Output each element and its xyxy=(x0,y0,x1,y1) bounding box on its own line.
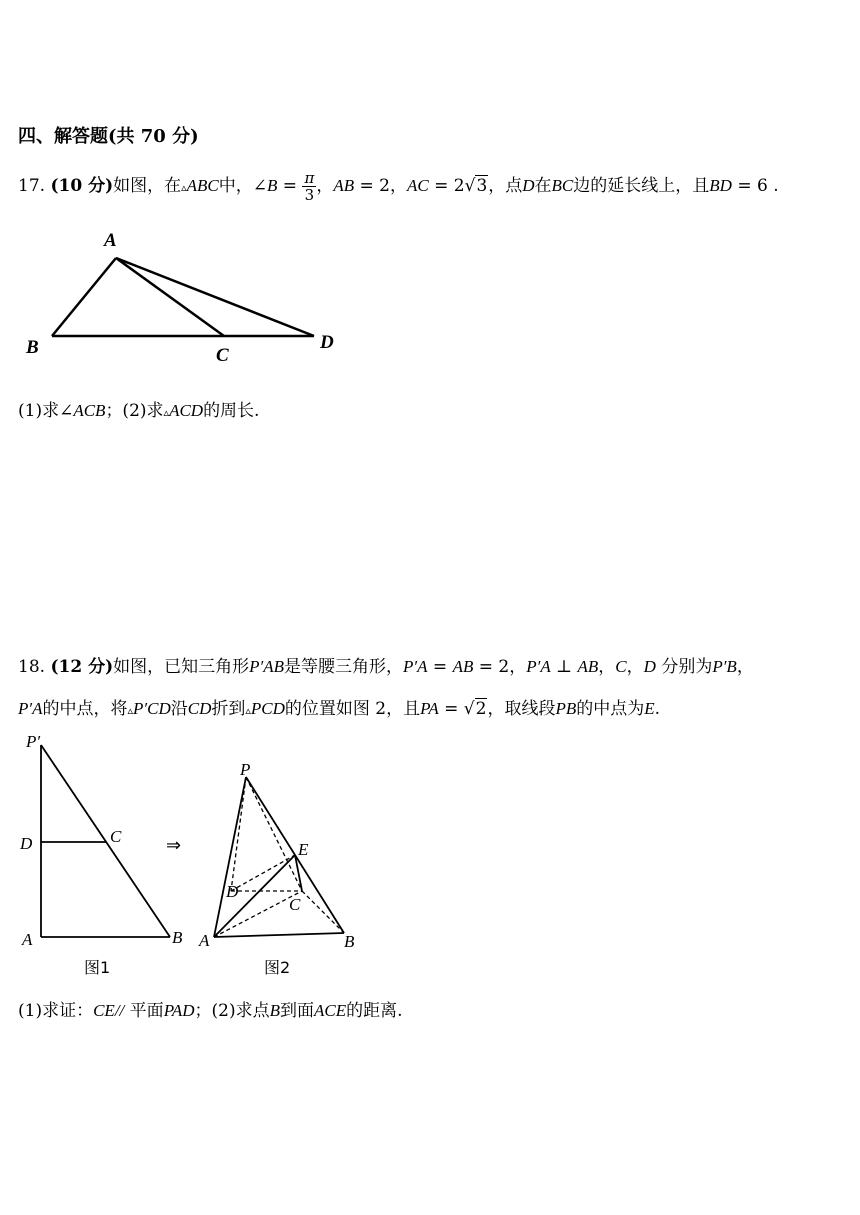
triangle-symbol: ▵ xyxy=(163,406,170,419)
fig1-label-p: P′ xyxy=(26,732,41,751)
arrow-icon: ⇒ xyxy=(166,835,182,855)
comma: ， xyxy=(598,657,616,677)
comma: ， xyxy=(626,657,644,677)
segment-pa: P′A xyxy=(403,657,428,676)
triangle-pab: P′AB xyxy=(249,657,284,676)
segment-pa-line xyxy=(214,777,246,937)
problem-18-line-2 xyxy=(18,694,660,719)
problem-17-points: (10 分) xyxy=(50,176,114,196)
problem-18-text: 分别为 xyxy=(655,657,713,677)
fraction-numerator: π xyxy=(304,169,315,187)
equals: = xyxy=(438,699,464,719)
triangle-pcd: PCD xyxy=(250,699,285,718)
problem-18-number: 18. xyxy=(18,657,46,677)
fraction-pi-over-3 xyxy=(302,170,316,203)
segment-ab: AB xyxy=(333,176,355,195)
equals-2: = 2 xyxy=(428,176,465,196)
parallel-symbol: // xyxy=(114,1001,125,1020)
problem-17-figure xyxy=(0,220,380,370)
plane-ace: ACE xyxy=(314,1001,347,1020)
label-a: A xyxy=(104,230,117,251)
triangle-acd: ACD xyxy=(169,401,204,420)
triangle-abc: ABC xyxy=(186,176,219,195)
triangle-pcd-prime: P′CD xyxy=(133,699,171,718)
triangle-symbol: ▵ xyxy=(181,181,187,194)
segment-bd: BD xyxy=(709,176,732,195)
segment-pd-line xyxy=(231,777,246,891)
question-1-text: 平面 xyxy=(124,1001,164,1021)
point-d: D xyxy=(643,657,656,676)
fig2-label-c: C xyxy=(289,895,301,914)
problem-17-text: 边的延长线上，且 xyxy=(573,176,710,196)
segment-pb: P′B xyxy=(712,657,737,676)
problem-18-text: ，取线段 xyxy=(487,699,556,719)
radicand: 2 xyxy=(475,699,487,719)
fraction-denominator: 3 xyxy=(304,186,315,204)
problem-17-questions xyxy=(18,396,259,421)
question-1: (1)求证： xyxy=(18,1001,94,1021)
perpendicular: ⊥ xyxy=(550,657,578,677)
segment-cb-line xyxy=(302,891,344,933)
segment-pc-line xyxy=(246,777,302,891)
angle-b: B xyxy=(267,176,278,195)
question-2: ；(2)求点 xyxy=(194,1001,270,1021)
plane-pad: PAD xyxy=(163,1001,195,1020)
triangle-symbol: ▵ xyxy=(127,704,134,717)
problem-17-text: 如图，在 xyxy=(113,176,182,196)
question-1: (1)求∠ xyxy=(18,401,74,421)
sqrt-3: √3 xyxy=(464,176,488,196)
period: . xyxy=(654,699,661,719)
segment-bc: BC xyxy=(551,176,574,195)
problem-18-figures xyxy=(0,725,380,985)
label-b: B xyxy=(26,337,39,358)
fig1-label-b: B xyxy=(172,928,183,947)
question-2-text: 到面 xyxy=(280,1001,315,1021)
fig2-label-b: B xyxy=(344,932,355,951)
problem-17-statement xyxy=(18,170,779,203)
fig2-label-p: P xyxy=(240,760,251,779)
fig1-label-d: D xyxy=(20,834,33,853)
point-c: C xyxy=(615,657,627,676)
question-2-end: 的周长. xyxy=(203,401,260,421)
segment-pa: PA xyxy=(420,699,439,718)
segment-ab-line xyxy=(52,258,116,336)
segment-de-line xyxy=(231,855,295,891)
equals: = xyxy=(427,657,453,677)
sqrt-2: √2 xyxy=(463,699,487,719)
point-e: E xyxy=(644,699,655,718)
fig2-label-a: A xyxy=(199,931,210,950)
equals-6: = 6 . xyxy=(731,176,779,196)
equals-2: = 2， xyxy=(473,657,527,677)
label-c: C xyxy=(216,345,229,366)
label-d: D xyxy=(320,332,334,353)
comma: ， xyxy=(736,657,754,677)
equals: = xyxy=(277,176,303,196)
figure-2-caption: 图2 xyxy=(264,958,291,977)
problem-17-number: 17. xyxy=(18,176,46,196)
segment-ad-line xyxy=(116,258,314,336)
problem-17-text: 在 xyxy=(534,176,552,196)
segment-pb-line xyxy=(41,745,170,937)
problem-17-text: ，点 xyxy=(488,176,523,196)
figure-2-hidden-edges xyxy=(214,777,344,937)
equals-2: = 2， xyxy=(354,176,407,196)
problem-18-points: (12 分) xyxy=(50,657,114,677)
fig2-label-d: D xyxy=(226,882,239,901)
problem-18-text: 的中点为 xyxy=(576,699,645,719)
fig2-label-e: E xyxy=(298,840,309,859)
point-d: D xyxy=(522,176,535,195)
question-2-end: 的距离. xyxy=(346,1001,403,1021)
segment-pa: P′A xyxy=(526,657,551,676)
segment-ab-line xyxy=(214,933,344,937)
comma: ， xyxy=(316,176,334,196)
figure-1 xyxy=(41,745,170,937)
problem-18-text: 沿 xyxy=(170,699,188,719)
problem-17-text: 中，∠ xyxy=(218,176,268,196)
figure-1-caption: 图1 xyxy=(84,958,111,977)
triangle-symbol: ▵ xyxy=(245,704,251,717)
segment-ab: AB xyxy=(452,657,474,676)
section-title: 四、解答题(共 70 分) xyxy=(18,126,199,147)
problem-18-text: 的位置如图 2，且 xyxy=(284,699,421,719)
fig1-label-c: C xyxy=(110,827,122,846)
problem-18-line-1 xyxy=(18,652,754,677)
problem-18-text: 折到 xyxy=(211,699,246,719)
segment-pa: P′A xyxy=(18,699,43,718)
angle-acb: ACB xyxy=(73,401,106,420)
problem-18-questions xyxy=(18,996,403,1021)
radicand: 3 xyxy=(476,176,488,196)
segment-ce: CE xyxy=(93,1001,115,1020)
segment-ac: AC xyxy=(406,176,429,195)
segment-cd: CD xyxy=(187,699,212,718)
problem-18-text: 是等腰三角形， xyxy=(284,657,403,677)
problem-18-text: 如图，已知三角形 xyxy=(113,657,250,677)
segment-pb: PB xyxy=(555,699,577,718)
point-b: B xyxy=(269,1001,281,1020)
segment-ab: AB xyxy=(577,657,599,676)
question-2: ；(2)求 xyxy=(105,401,164,421)
segment-ac-line xyxy=(116,258,224,336)
problem-18-text: 的中点，将 xyxy=(42,699,128,719)
fig1-label-a: A xyxy=(22,930,33,949)
